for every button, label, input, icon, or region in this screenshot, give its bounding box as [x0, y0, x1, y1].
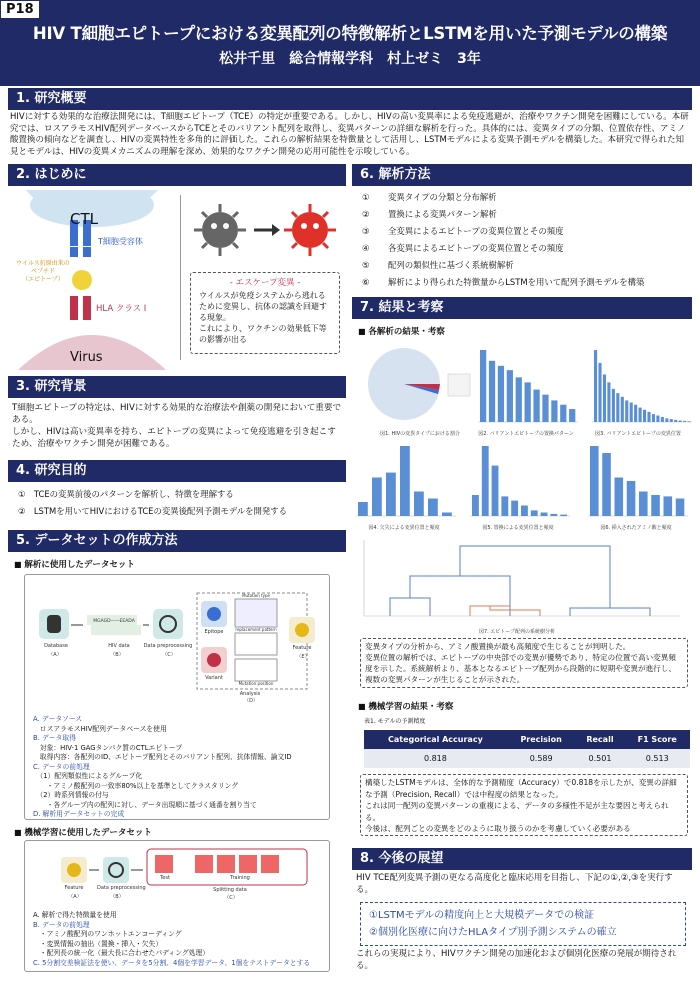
bar — [661, 417, 664, 422]
list1-item: C. データの前処理 — [33, 762, 90, 771]
tcr-label: T細胞受容体 — [98, 237, 143, 246]
method-list — [362, 189, 692, 291]
bar — [590, 446, 599, 516]
diag-a: （A） — [48, 652, 62, 658]
list1-item: A. データソース — [33, 715, 83, 723]
bar — [428, 499, 438, 517]
peptide-label: ウイルス抗原由来の ペプチド （エピトープ） — [16, 260, 70, 283]
list1-item: （1）配列類似性によるグループ化 — [33, 772, 143, 780]
bar — [542, 395, 548, 422]
purpose-item-2: ② LSTMを用いてHIVにおけるTCEの変異後配列予測モデルを開発する — [18, 506, 288, 516]
results-subtitle-1: ■ 各解析の結果・考察 — [358, 325, 445, 337]
metric-header: Categorical Accuracy — [364, 730, 507, 749]
fig2-bars — [470, 344, 582, 428]
metric-value: 0.818 — [364, 749, 507, 768]
list1-item: 対象：HIV-1 GAGタンパク質のCTLエピトープ — [33, 743, 183, 752]
dataset-subtitle-2: ■ 機械学習に使用したデータセット — [14, 826, 152, 838]
results-subtitle-2: ■ 機械学習の結果・考察 — [358, 700, 453, 712]
bar — [683, 421, 686, 422]
bar — [358, 502, 368, 516]
bar — [492, 466, 499, 516]
section-5-heading: 5. データセットの作成方法 — [8, 530, 346, 552]
bar — [569, 409, 575, 422]
fig2-caption: 図2. バリアントエピトープの置換パターン — [478, 431, 574, 437]
dataset-list-2 — [33, 911, 327, 968]
section-6-heading: 6. 解析方法 — [352, 164, 692, 186]
dataset-box-1 — [24, 574, 330, 820]
diag2-split: Splitting data — [213, 887, 247, 893]
bar — [607, 382, 610, 422]
diag-seq: MGAGD——EEADA — [93, 619, 135, 624]
fig1-caption: 図1. HIVの変異タイプにおける割合 — [380, 431, 460, 437]
method-item: ① 変異タイプの分類と分布解析 — [362, 192, 497, 202]
future-outro: これらの実現により、HIVワクチン開発の加速化および個別化医療の発展が期待される。 — [356, 949, 677, 971]
poster-author: 松井千里 総合情報学科 村上ゼミ 3年 — [219, 51, 481, 67]
future-box — [360, 902, 686, 946]
fig3-caption: 図3. バリアントエピトープの変異位置 — [595, 431, 681, 437]
bar — [472, 495, 479, 516]
method-item: ⑥ 解析により得られた特徴量からLSTMを用いて配列予測モデルを構築 — [362, 277, 645, 287]
diag2-c: （C） — [224, 895, 238, 901]
diag2-test: Test — [160, 875, 170, 881]
ml-text-box — [360, 774, 688, 836]
diag-position: Mutation position — [238, 681, 274, 686]
bar — [616, 393, 619, 422]
bar — [442, 513, 452, 517]
metric-header: Recall — [575, 730, 624, 749]
poster-title: HIV T細胞エピトープにおける変異配列の特徴解析とLSTMを用いた予測モデルの構築 — [32, 24, 668, 43]
section-2-heading: 2. はじめに — [8, 164, 346, 186]
hla-label: HLA クラス I — [96, 304, 147, 314]
fig7-caption: 図7. エピトープ配列の系統樹分析 — [478, 629, 556, 635]
future-intro: HIV TCE配列変異予測の更なる高度化と臨床応用を目指し、下記の①,②,③を実行する。 — [356, 873, 673, 895]
bar — [516, 377, 522, 422]
bar — [647, 412, 650, 422]
dataset-list-1 — [33, 715, 327, 820]
diag-feature: Feature — [292, 645, 312, 651]
fig5-caption: 図5. 置換による変異位置と頻度 — [482, 525, 554, 531]
section-4-list — [18, 486, 287, 520]
result-text-box — [360, 638, 688, 688]
virus-mutation-icon — [192, 200, 342, 260]
bar — [489, 361, 495, 422]
bar — [480, 350, 486, 422]
section-7-heading: 7. 結果と考察 — [352, 297, 692, 319]
bar — [521, 506, 528, 517]
bar — [674, 420, 677, 422]
diag-mutation: Mutation type — [242, 593, 270, 598]
list2-item: C. 5分割交差検証法を使い、データを5分割、4個を学習データ、1個をテストデータとする — [33, 958, 311, 967]
diag2-training: Training — [230, 875, 250, 881]
diag2-pre: Data preprocessing — [97, 885, 146, 891]
bar — [400, 446, 410, 516]
fig4-caption: 図4. 欠失による変異位置と頻度 — [368, 525, 440, 531]
diag-hivdata: HIV data — [108, 643, 130, 649]
section-3-heading: 3. 研究背景 — [8, 376, 346, 398]
list2-item: ・配列長の統一化（最大長に合わせたパディング処理） — [33, 949, 210, 957]
bar — [643, 410, 646, 422]
bar — [482, 446, 489, 516]
section-1-heading: 1. 研究概要 — [8, 88, 692, 110]
bar — [664, 496, 673, 516]
escape-body: ウイルスが免疫システムから逃れるために変異し、抗体の認識を回避する現象。 これにより、ワクチンの効果低下等の影響が出る — [199, 291, 327, 344]
diag-c: （C） — [162, 652, 176, 658]
fig6-bars — [580, 440, 692, 522]
bar — [627, 481, 636, 516]
list1-item: ・各グループ内の配列に対し、データ出現順に基づく通番を割り当て — [33, 800, 257, 809]
bar — [639, 408, 642, 422]
fig3-bars — [584, 344, 696, 428]
list1-item: B. データ取得 — [33, 734, 76, 742]
ml-pipeline-diagram — [25, 841, 329, 901]
dataset-box-2 — [24, 840, 330, 972]
diag-analysis: Analysis — [239, 691, 261, 697]
diag2-a: （A） — [68, 894, 82, 900]
bar — [598, 363, 601, 422]
diag-preprocessing: Data preprocessing — [143, 643, 193, 649]
list1-item: （2）時系列情報の付与 — [33, 791, 109, 799]
list2-item: ・アミノ酸配列のワンホットエンコーディング — [33, 930, 182, 938]
metric-value: 0.513 — [624, 749, 690, 768]
diag-b: （B） — [110, 652, 124, 658]
bar — [531, 510, 538, 516]
metric-header: F1 Score — [624, 730, 690, 749]
bar — [621, 397, 624, 422]
bar — [634, 405, 637, 422]
bar — [665, 418, 668, 422]
method-item: ② 置換による変異パターン解析 — [362, 209, 497, 219]
list2-item: B. データの前処理 — [33, 920, 90, 929]
bar — [656, 416, 659, 422]
metric-header: Precision — [507, 730, 576, 749]
poster-header — [0, 0, 700, 86]
fig1-pie — [364, 344, 476, 428]
method-item: ⑤ 配列の類似性に基づく系統樹解析 — [362, 260, 514, 270]
escape-box — [190, 272, 340, 354]
bar — [615, 478, 624, 517]
bar — [603, 374, 606, 422]
list2-item: ・変異情報の抽出（置換・挿入・欠失） — [33, 939, 163, 948]
diag-replace: replacement pattern — [235, 627, 277, 632]
divider — [180, 195, 181, 360]
bar — [507, 370, 513, 422]
bar — [651, 495, 660, 516]
metrics-table — [364, 730, 690, 768]
list1-item: ・アミノ酸配列の一致率80%以上を基準としてクラスタリング — [33, 781, 239, 790]
result-text: 変異タイプの分析から、アミノ酸置換が最も高頻度で生じることが判明した。 変異位置の解析では、エピトープの中央部での変異が優勢であり、特定の位置で高い変異頻度を示した。系統解析より、基本となるエピトープ配列から段階的に短期や変異が進行し、複数の変異パターンが生じることが示された。 — [365, 642, 676, 684]
bar — [670, 419, 673, 422]
bar — [533, 390, 539, 422]
bar — [498, 366, 504, 422]
section-1-body: HIVに対する効果的な治療法開発には、T細胞エピトープ（TCE）の特定が重要である。しかし、HIVの高い変異率による免疫逃避が、治療やワクチン開発を困難にしている。本研究では、ロスアラモスHIV配列データベースからTCEとそのバリアント配列を取得し、変異パターンの詳細な解析を行った。具体的には、変異タイプの分類、位置依存性、アミノ酸置換の傾向などを調査し、HIVの変異特性を多角的に評価した。これらの解析結果を特徴量として活用し、LSTMモデルによる変異予測モデルを構築した。本研究で得られた知見とモデルは、HIVの変異メカニズムの理解を深め、効果的なワクチン開発の応用可能性を示唆している。 — [10, 112, 689, 157]
future-item-1: ①LSTMモデルの精度向上と大規模データでの検証 — [369, 910, 595, 921]
bar — [676, 499, 685, 517]
bar — [560, 515, 567, 516]
section-4-heading: 4. 研究目的 — [8, 460, 346, 482]
bar — [679, 421, 682, 422]
bar — [372, 478, 382, 517]
bar — [630, 403, 633, 422]
bar — [550, 514, 557, 516]
diag-d: （D） — [244, 698, 258, 704]
bar — [501, 496, 508, 516]
analysis-pipeline-diagram — [25, 575, 329, 705]
ml-text: 構築したLSTMモデルは、全体的な予測精度（Accuracy）で0.818を示したが、変異の詳細な予測（Precision, Recall）では中程度の結果となった。 これは同一配列の変異パターンの重複による、データの多様性不足が主な要因と考えられる。 今後は、配列ごとの変異をどのように取り扱うのかを考慮していく必要がある — [365, 778, 677, 833]
bar — [594, 350, 597, 422]
dataset-subtitle-1: ■ 解析に使用したデータセット — [14, 558, 135, 570]
diag2-feature: Feature — [64, 885, 84, 891]
bar — [551, 400, 557, 422]
bar — [639, 492, 648, 517]
bar — [511, 501, 518, 516]
poster-number: P18 — [0, 0, 40, 19]
virus-label: Virus — [70, 350, 103, 365]
method-item: ④ 各変異によるエピトープの変異位置とその頻度 — [362, 243, 564, 253]
future-item-2: ②個別化医療に向けたHLAタイプ別予測システムの確立 — [369, 927, 617, 938]
bar — [688, 421, 691, 422]
metric-value: 0.589 — [507, 749, 576, 768]
list2-item: A. 解析で得た特徴量を使用 — [33, 911, 117, 919]
diag-epitope: Epitope — [204, 629, 224, 635]
bar — [612, 389, 615, 422]
bar — [560, 405, 566, 422]
diag-variant: Variant — [205, 675, 223, 681]
section-8-heading: 8. 今後の展望 — [352, 848, 692, 870]
ctl-label: CTL — [70, 210, 98, 228]
fig5-bars — [462, 440, 574, 522]
diag-e: （E） — [296, 654, 310, 660]
list1-item: ロスアラモスHIV配列データベースを使用 — [33, 724, 167, 733]
fig4-bars — [348, 440, 460, 522]
bar — [625, 400, 628, 422]
diag2-b: （B） — [110, 894, 124, 900]
fig6-caption: 図6. 挿入されたアミノ酸と頻度 — [600, 525, 672, 531]
method-item: ③ 全変異によるエピトープの変異位置とその頻度 — [362, 226, 564, 236]
bar — [652, 414, 655, 422]
bar — [525, 382, 531, 422]
list1-item: 取得内容：各配列のID、エピトープ配列とそのバリアント配列、抗体情報、論文ID — [33, 753, 292, 761]
purpose-item-1: ① TCEの変異前後のパターンを解析し、特徴を理解する — [18, 489, 234, 499]
diag-database: Database — [44, 643, 68, 649]
metric-value: 0.501 — [575, 749, 624, 768]
bar — [541, 513, 548, 517]
bar — [602, 453, 611, 516]
escape-title: - エスケープ変異 - — [229, 278, 301, 288]
bar — [414, 492, 424, 517]
section-3-body: T細胞エピトープの特定は、HIVに対する効果的な治療法や創薬の開発において重要である。 しかし、HIVは高い変異率を持ち、エピトープの変異によって免疫逃避を引き起こすため、治療やワクチン開発が困難である。 — [12, 403, 342, 449]
bar — [386, 473, 396, 516]
list1-item: D. 解析用データセットの完成 — [33, 810, 125, 818]
table-caption: 表1. モデルの予測精度 — [364, 718, 426, 725]
fig7-dendrogram — [350, 536, 684, 624]
